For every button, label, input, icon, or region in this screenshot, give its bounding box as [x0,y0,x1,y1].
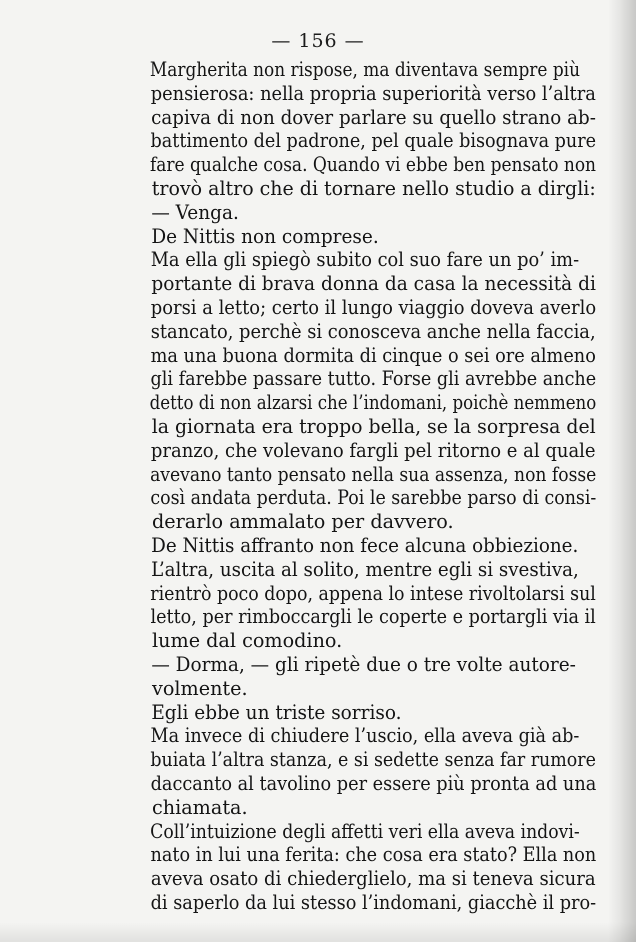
text-line: battimento del padrone, pel quale bisognava pure [150,129,597,153]
text-line: la giornata era troppo bella, se la sorpresa del [151,414,596,438]
text-line: Ma ella gli spiegò subito col suo fare un po’ im- [150,248,580,272]
page-number: — 156 — [271,30,365,52]
text-line: trovò altro che di tornare nello studio a dirgli: [151,176,596,200]
text-line: di saperlo da lui stesso l’indomani, giacchè il pro- [150,890,597,914]
text-line: — Dorma, — gli ripetè due o tre volte autore- [151,652,576,676]
body-text [134,58,596,915]
paragraph [134,248,596,534]
text-line: pranzo, che volevano fargli pel ritorno e al quale [150,438,596,462]
text-line: volmente. [152,676,248,700]
text-line: Margherita non rispose, ma diventava sempre più [149,58,581,81]
paragraph [134,58,596,201]
paragraph [134,653,596,701]
text-line: detto di non alzarsi che l’indomani, poichè nemmeno [149,391,597,415]
text-line: Coll’intuizione degli affetti veri ella aveva indovi- [150,819,580,843]
text-line: chiamata. [152,795,248,819]
text-line: — Venga. [151,200,239,224]
text-line: L’altra, uscita al solito, mentre egli si svestiva, [151,557,579,581]
text-line: fare qualche cosa. Quando vi ebbe ben pensato non [149,153,597,177]
paragraph [134,558,596,653]
paragraph [134,820,596,915]
text-line: Egli ebbe un triste sorriso. [151,700,402,724]
text-line: aveva osato di chiederglielo, ma si teneva sicura [150,867,596,891]
text-line: stancato, perchè si conosceva anche nella faccia, [150,319,596,343]
text-line: De Nittis affranto non fece alcuna obbiezione. [151,533,579,557]
text-line: nato in lui una ferita: che cosa era stato? Ella non [150,843,597,867]
paragraph [134,225,596,249]
paragraph [134,534,596,558]
paragraph [134,724,596,819]
page-bottom-shadow [0,922,636,942]
text-line: pensierosa: nella propria superiorità verso l’altra [150,81,596,105]
text-line: ma una buona dormita di cinque o sei ore almeno [150,343,596,367]
text-line: porsi a letto; certo il lungo viaggio doveva averlo [150,295,597,319]
text-line: rientrò poco dopo, appena lo intese rivoltolarsi sul [150,581,596,605]
text-line: avevano tanto pensato nella sua assenza, non fosse [150,462,597,486]
text-line: capiva di non dover parlare su quello strano ab- [151,105,596,129]
text-line: gli farebbe passare tutto. Forse gli avrebbe anche [150,367,597,391]
text-line: buiata l’altra stanza, e si sedette senza far rumore [150,748,596,772]
paragraph [134,701,596,725]
text-line: letto, per rimboccargli le coperte e portargli via il [150,605,596,629]
text-line: lume dal comodino. [152,629,343,653]
text-line: derarlo ammalato per davvero. [152,510,454,534]
page-edge-shadow [608,0,636,942]
paragraph [134,201,596,225]
text-line: così andata perduta. Poi le sarebbe parso di consi- [150,486,597,510]
text-line: daccanto al tavolino per essere più pronta ad una [150,771,597,795]
text-line: portante di brava donna da casa la necessità di [151,272,596,296]
text-line: Ma invece di chiudere l’uscio, ella aveva già ab- [150,724,580,748]
text-line: De Nittis non comprese. [151,224,379,248]
